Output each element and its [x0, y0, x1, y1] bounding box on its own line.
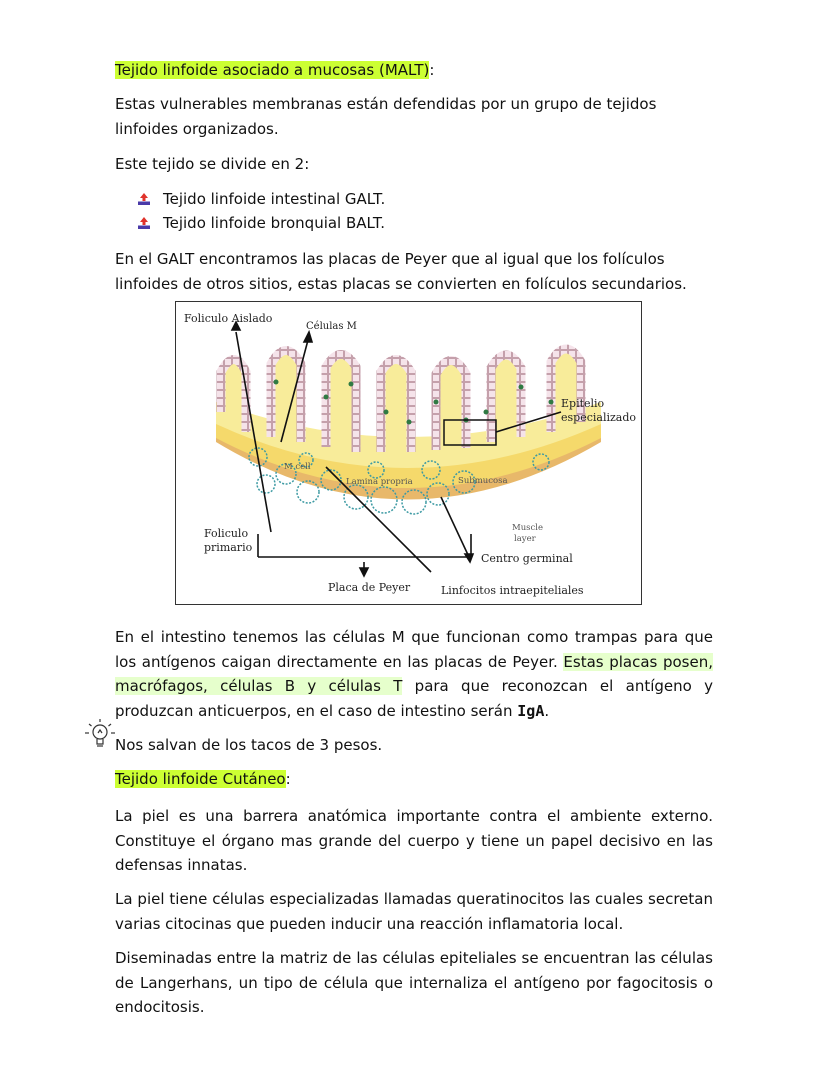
label-foliculo: Foliculo — [204, 527, 249, 540]
cutaneo-paragraph-2: La piel tiene células especializadas llamadas queratinocitos las cuales secretan varias citocinas que pueden inducir una reacción inflamatoria local. — [115, 890, 713, 933]
intestino-period: . — [544, 701, 550, 720]
label-submucosa: Submucosa — [458, 476, 508, 486]
label-linfocitos: Linfocitos intraepiteliales — [441, 584, 584, 597]
label-celulas-m: Células M — [306, 321, 357, 332]
arrow-bullet-icon — [137, 216, 151, 230]
malt-bullet-list — [137, 187, 385, 235]
heading-colon: : — [429, 61, 435, 79]
malt-paragraph-2: Este tejido se divide en 2: — [115, 155, 310, 173]
intestino-text-end: para que reconozcan el antígeno y produzcan anticuerpos, en el caso de intestino serán — [115, 677, 714, 720]
lightbulb-icon — [83, 716, 117, 752]
intestino-text-start: En el intestino tenemos las células M que funcionan como trampas para que los antígenos caigan directamente en las placas de Peyer. — [115, 628, 713, 671]
label-epitelio: Epitelio — [561, 397, 605, 410]
cutaneo-heading — [115, 767, 713, 792]
label-placa-de-peyer: Placa de Peyer — [328, 581, 411, 594]
label-layer: layer — [514, 534, 536, 544]
cutaneo-paragraph-1: La piel es una barrera anatómica importante contra el ambiente externo. Constituye el órgano mas grande del cuerpo y tiene un papel decisivo en las defensas innatas. — [115, 807, 713, 874]
label-lamina-propria: Lamina propria — [346, 477, 413, 487]
tip-text: Nos salvan de los tacos de 3 pesos. — [115, 736, 383, 754]
malt-paragraph-3: En el GALT encontramos las placas de Peyer que al igual que los folículos linfoides de otros sitios, estas placas se convierten en folículos secundarios. — [115, 250, 687, 293]
bullet-text: Tejido linfoide intestinal GALT. — [163, 190, 386, 208]
heading-colon: : — [285, 770, 291, 788]
malt-heading-highlight: Tejido linfoide asociado a mucosas (MALT) — [115, 61, 430, 79]
iga-bold: IgA — [517, 701, 545, 720]
cutaneo-paragraph-3: Diseminadas entre la matriz de las células epiteliales se encuentran las células de Langerhans, un tipo de célula que internaliza el antígeno por fagocitosis o endocitosis. — [115, 949, 713, 1016]
bullet-text: Tejido linfoide bronquial BALT. — [163, 214, 385, 232]
list-item — [137, 211, 385, 235]
label-muscle: Muscle — [512, 523, 544, 533]
malt-heading — [115, 58, 713, 83]
label-especializado: especializado — [561, 411, 636, 424]
list-item — [137, 187, 385, 211]
arrow-bullet-icon — [137, 192, 151, 206]
cutaneo-heading-highlight: Tejido linfoide Cutáneo — [115, 770, 286, 788]
label-foliculo-aislado: Foliculo Aislado — [184, 312, 273, 325]
peyer-patch-figure — [175, 301, 642, 605]
label-primario: primario — [204, 541, 253, 554]
label-m-cell: M cell — [284, 462, 311, 472]
label-centro-germinal: Centro germinal — [481, 552, 573, 565]
intestino-paragraph — [115, 625, 713, 723]
malt-paragraph-1: Estas vulnerables membranas están defendidas por un grupo de tejidos linfoides organizados. — [115, 95, 657, 138]
intestino-highlight: Estas placas posen, macrófagos, células B y células T — [115, 652, 714, 695]
